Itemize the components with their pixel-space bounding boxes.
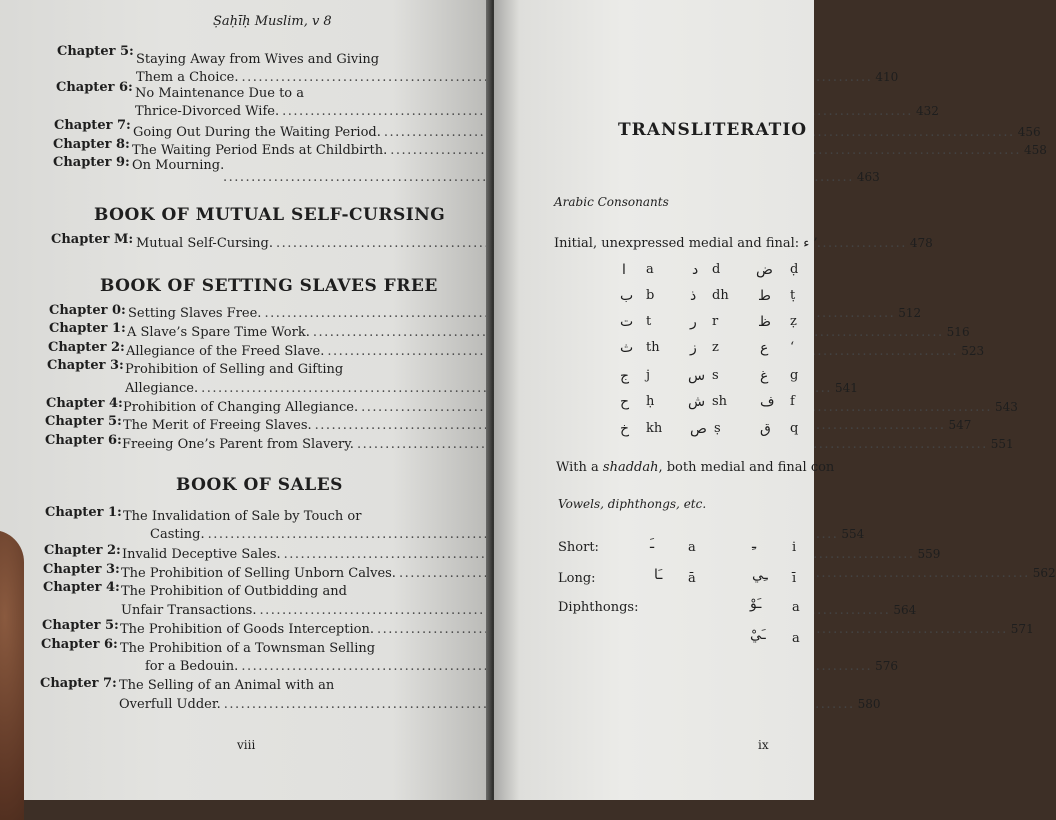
transliteration: q: [790, 421, 799, 436]
chapter-title: Thrice-Divorced Wife.: [135, 104, 280, 119]
initial-note: Initial, unexpressed medial and final: ء ’: [554, 236, 818, 251]
arabic-mark: ـِي: [752, 567, 768, 583]
page-number: 432: [915, 104, 939, 118]
chapter-label: Chapter 9:: [53, 155, 130, 170]
arabic-mark: ـَا: [654, 567, 663, 583]
arabic-letter: ع: [760, 340, 769, 356]
chapter-title: Casting.: [150, 527, 205, 542]
chapter-label: Chapter 3:: [47, 358, 124, 373]
transliteration: sh: [712, 394, 728, 409]
chapter-title-line: [135, 104, 939, 119]
chapter-title: Them a Choice.: [136, 70, 239, 85]
chapter-label: Chapter 4:: [43, 580, 120, 595]
page-number: 554: [841, 527, 865, 541]
page-number: 564: [893, 603, 917, 617]
chapter-label: Chapter 7:: [54, 118, 131, 133]
arabic-letter: ق: [760, 421, 771, 437]
chapter-title: Invalid Deceptive Sales.: [122, 547, 281, 562]
page-number: 541: [834, 381, 858, 395]
subheading-consonants: Arabic Consonants: [554, 195, 669, 209]
arabic-letter: ظ: [758, 314, 771, 330]
arabic-mark: ـَيْ: [750, 627, 766, 643]
transliteration: ṭ: [790, 288, 796, 303]
chapter-label: Chapter 6:: [56, 80, 133, 95]
chapter-title: Allegiance of the Freed Slave.: [126, 344, 325, 359]
transliteration: f: [790, 394, 795, 409]
chapter-title: No Maintenance Due to a: [135, 86, 304, 101]
arabic-letter: ب: [620, 288, 634, 304]
transliteration: d: [712, 262, 721, 277]
chapter-label: Chapter 5:: [42, 618, 119, 633]
chapter-title: Overfull Udder.: [119, 697, 221, 712]
arabic-letter: س: [688, 368, 706, 384]
chapter-title: On Mourning.: [132, 158, 225, 173]
page-number: 458: [1024, 143, 1047, 157]
chapter-label: Chapter 0:: [49, 303, 126, 318]
chapter-title: The Prohibition of Outbidding and: [121, 584, 347, 599]
page-number: 576: [875, 659, 899, 673]
arabic-letter: ذ: [690, 288, 697, 304]
transliteration: ī: [792, 571, 797, 586]
chapter-title: Staying Away from Wives and Giving: [136, 52, 380, 67]
chapter-title: The Waiting Period Ends at Childbirth.: [132, 143, 388, 158]
transliteration: a: [792, 600, 800, 615]
arabic-letter: ح: [620, 394, 630, 410]
transliteration: ā: [688, 571, 696, 586]
chapter-title: Prohibition of Changing Allegiance.: [123, 400, 359, 415]
chapter-label: Chapter 6:: [45, 433, 122, 448]
chapter-title: The Prohibition of Selling Unborn Calves.: [121, 566, 396, 581]
right-page: [494, 0, 835, 800]
arabic-letter: د: [692, 262, 699, 278]
chapter-title-line: [128, 306, 922, 321]
page-number: 456: [1017, 125, 1041, 139]
page-number: 410: [875, 70, 899, 84]
arabic-letter: ط: [758, 288, 771, 304]
arabic-letter: ث: [620, 340, 634, 356]
transliteration: t: [646, 314, 652, 329]
arabic-letter: ف: [760, 394, 775, 410]
arabic-letter: ز: [690, 340, 697, 356]
transliteration: s: [712, 368, 719, 383]
shaddah-note-text: , both medial and final con: [658, 460, 835, 475]
page-number: 516: [946, 325, 970, 339]
chapter-title: The Prohibition of a Townsman Selling: [120, 641, 376, 656]
arabic-mark: ـِ: [752, 536, 757, 552]
chapter-title: The Merit of Freeing Slaves.: [123, 418, 312, 433]
transliteration: th: [646, 340, 660, 355]
arabic-letter: غ: [760, 368, 769, 384]
chapter-title: for a Bedouin.: [145, 659, 239, 674]
subheading-vowels: Vowels, diphthongs, etc.: [558, 497, 707, 511]
arabic-letter: ت: [620, 314, 634, 330]
transliteration: dh: [712, 288, 729, 303]
chapter-label: Chapter 1:: [49, 321, 126, 336]
chapter-title-line: [126, 344, 985, 359]
chapter-title-line: [220, 170, 880, 185]
chapter-title: Allegiance.: [125, 381, 199, 396]
transliteration: z: [712, 340, 719, 355]
book-title: BOOK OF MUTUAL SELF-CURSING: [94, 205, 446, 225]
thumb: [0, 530, 24, 820]
chapter-label: Chapter 5:: [45, 414, 122, 429]
vowel-label: Diphthongs:: [558, 600, 639, 615]
chapter-title-line: [125, 381, 858, 396]
arabic-letter: ا: [622, 262, 626, 278]
shaddah-note-text: With a: [556, 460, 603, 475]
page-number: 580: [857, 697, 881, 711]
page-number: 478: [909, 236, 933, 250]
chapter-title-line: [145, 659, 899, 674]
chapter-title: The Prohibition of Goods Interception.: [120, 622, 374, 637]
running-head: Ṣaḥīḥ Muslim, v 8: [213, 14, 332, 29]
arabic-letter: ض: [756, 262, 773, 278]
shaddah-note: [556, 460, 834, 475]
chapter-title: The Selling of an Animal with an: [119, 678, 335, 693]
page-number: 562: [1032, 566, 1056, 580]
page-heading: TRANSLITERATIO: [618, 120, 808, 140]
arabic-mark: ـَ: [650, 536, 655, 552]
transliteration: a: [646, 262, 654, 277]
chapter-title: Prohibition of Selling and Gifting: [125, 362, 344, 377]
chapter-title-line: [150, 527, 865, 542]
chapter-label: Chapter 1:: [45, 505, 122, 520]
page-number: 551: [990, 437, 1014, 451]
page-number: 543: [994, 400, 1018, 414]
page-number: 512: [898, 306, 922, 320]
transliteration: ḍ: [790, 262, 799, 277]
page-folio: viii: [237, 738, 256, 752]
chapter-label: Chapter 2:: [44, 543, 121, 558]
transliteration: ḥ: [646, 394, 655, 409]
transliteration: a: [792, 631, 800, 646]
arabic-letter: ج: [620, 368, 630, 384]
chapter-label: Chapter 4:: [46, 396, 123, 411]
transliteration: kh: [646, 421, 663, 436]
page-folio: ix: [758, 738, 769, 752]
book-title: BOOK OF SETTING SLAVES FREE: [100, 276, 438, 296]
chapter-label: Chapter M:: [51, 232, 134, 247]
page-number: 547: [948, 418, 972, 432]
arabic-mark: ـَوْ: [750, 596, 762, 612]
arabic-letter: خ: [620, 421, 630, 437]
chapter-title-line: [127, 325, 970, 340]
shaddah-term: shaddah: [602, 460, 659, 475]
chapter-title-line: [119, 697, 881, 712]
book-title: BOOK OF SALES: [176, 475, 343, 495]
arabic-letter: ر: [690, 314, 697, 330]
transliteration: b: [646, 288, 655, 303]
chapter-title-line: [132, 143, 1047, 158]
transliteration: j: [646, 368, 651, 383]
transliteration: ‘: [790, 340, 795, 355]
transliteration: ṣ: [714, 421, 721, 436]
chapter-label: Chapter 6:: [41, 637, 118, 652]
chapter-title: A Slave’s Spare Time Work.: [127, 325, 310, 340]
chapter-title: Going Out During the Waiting Period.: [133, 125, 381, 140]
chapter-label: Chapter 2:: [48, 340, 125, 355]
arabic-letter: ش: [688, 394, 706, 410]
chapter-title: The Invalidation of Sale by Touch or: [123, 509, 362, 524]
transliteration: i: [792, 540, 797, 555]
page-number: 571: [1010, 622, 1034, 636]
transliteration: a: [688, 540, 696, 555]
chapter-title: Unfair Transactions.: [121, 603, 257, 618]
chapter-title: Mutual Self-Cursing.: [136, 236, 274, 251]
chapter-title-line: [136, 70, 899, 85]
chapter-title-line: [122, 437, 1014, 452]
chapter-label: Chapter 7:: [40, 676, 117, 691]
page-number: 523: [961, 344, 985, 358]
chapter-label: Chapter 3:: [43, 562, 120, 577]
chapter-title: Freeing One’s Parent from Slavery.: [122, 437, 354, 452]
chapter-label: Chapter 5:: [57, 44, 134, 59]
vowel-label: Long:: [558, 571, 596, 586]
chapter-title: Setting Slaves Free.: [128, 306, 262, 321]
page-number: 463: [856, 170, 880, 184]
transliteration: ẓ: [790, 314, 797, 329]
chapter-label: Chapter 8:: [53, 137, 130, 152]
transliteration: r: [712, 314, 719, 329]
vowel-label: Short:: [558, 540, 599, 555]
arabic-letter: ص: [690, 421, 707, 437]
page-number: 559: [917, 547, 941, 561]
transliteration: g: [790, 368, 799, 383]
